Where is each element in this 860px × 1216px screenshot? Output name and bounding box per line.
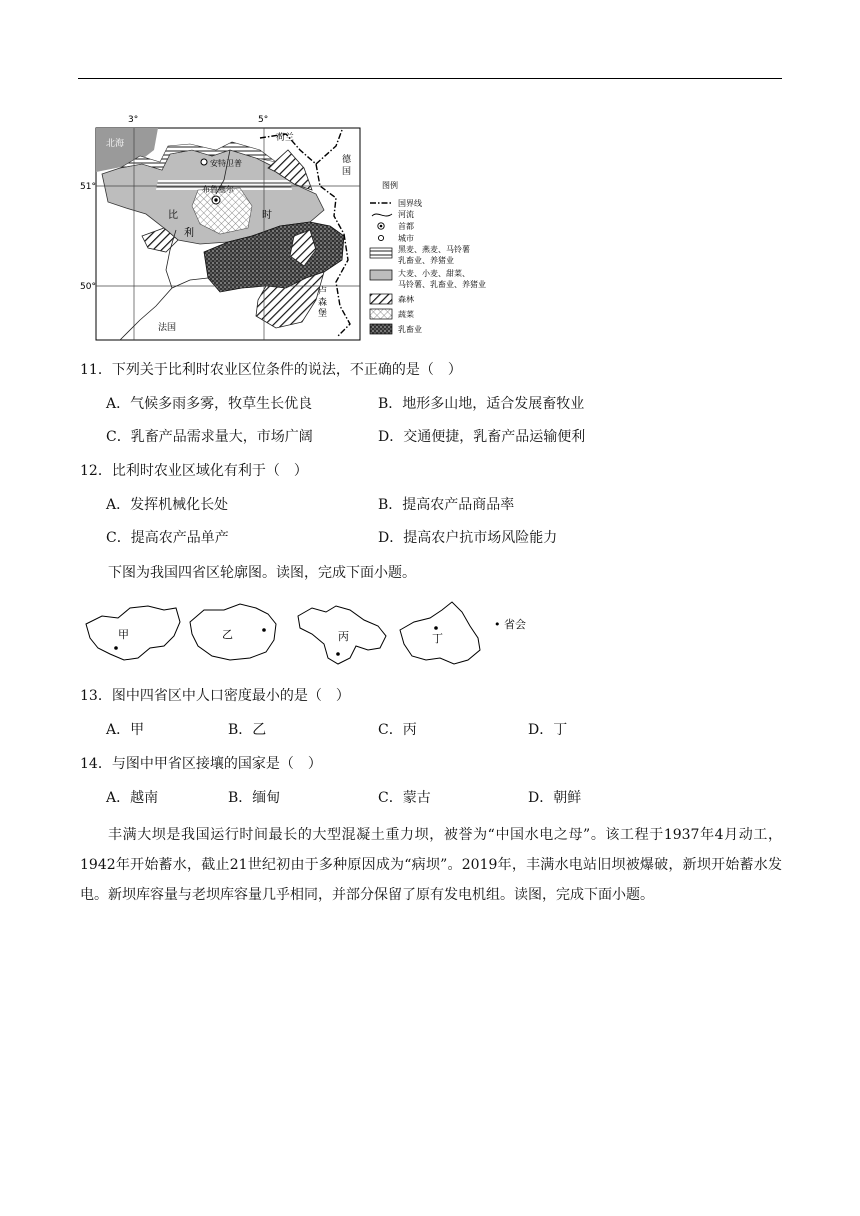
lon-label-3: 3° bbox=[128, 115, 139, 125]
legend-capital-icon bbox=[378, 223, 384, 229]
label-li: 利 bbox=[184, 228, 194, 239]
province-bing-capital bbox=[336, 652, 340, 656]
legend-city-icon bbox=[378, 235, 383, 240]
q11-option-b: B．地形多山地，适合发展畜牧业 bbox=[378, 396, 585, 412]
q13-option-b: B．乙 bbox=[228, 722, 267, 738]
province-bing-label: 丙 bbox=[338, 630, 349, 643]
province-yi-label: 乙 bbox=[222, 628, 233, 641]
q14-option-c: C．蒙古 bbox=[378, 790, 431, 806]
q12-option-b: B．提高农产品商品率 bbox=[378, 497, 515, 513]
label-brussels: 布鲁塞尔 bbox=[202, 185, 234, 194]
province-legend: • 省会 bbox=[494, 618, 526, 631]
passage-text: 丰满大坝是我国运行时间最长的大型混凝土重力坝，被誉为“中国水电之母”。该工程于1937年4月动工，1942年开始蓄水，截止21世纪初由于多种原因成为“病坝”。2019年，丰满水电站旧坝被爆破，新坝开始蓄水发电。新坝库容量与老坝库容量几乎相同，并部分保留了原有发电机组。读图，完成下面小题。 bbox=[80, 827, 782, 903]
q14-option-b: B．缅甸 bbox=[228, 790, 281, 806]
legend-wheat-label-2: 马铃薯、乳畜业、养猪业 bbox=[398, 280, 486, 289]
legend-river-icon bbox=[372, 214, 392, 216]
q11-option-d: D．交通便捷，乳畜产品运输便利 bbox=[378, 429, 586, 445]
legend-river-label: 河流 bbox=[398, 210, 414, 219]
belgium-agriculture-map bbox=[80, 110, 520, 345]
label-bi: 比 bbox=[168, 210, 178, 221]
q12-option-d: D．提高农户抗市场风险能力 bbox=[378, 530, 558, 546]
legend-vegetable-swatch bbox=[370, 309, 392, 319]
q13-option-c: C．丙 bbox=[378, 722, 417, 738]
label-shi: 时 bbox=[262, 210, 272, 221]
label-france: 法国 bbox=[158, 323, 177, 333]
q14-option-d: D．朝鲜 bbox=[528, 790, 582, 806]
legend-title: 图例 bbox=[382, 181, 398, 190]
legend-border-label: 国界线 bbox=[398, 199, 422, 208]
province-yi-outline bbox=[190, 604, 276, 660]
q14-stem: 14．与图中甲省区接壤的国家是（ ） bbox=[80, 756, 322, 772]
lat-label-51: 51° bbox=[80, 182, 96, 192]
legend-vegetable-label: 蔬菜 bbox=[398, 310, 414, 319]
province-jia-outline bbox=[86, 606, 180, 660]
legend-forest-swatch bbox=[370, 294, 392, 304]
q11-option-a: A．气候多雨多雾，牧草生长优良 bbox=[106, 396, 313, 412]
legend-rye-label-2: 乳畜业、养猪业 bbox=[398, 256, 454, 265]
q13-option-a: A．甲 bbox=[106, 722, 145, 738]
legend-wheat-swatch bbox=[370, 270, 392, 280]
passage-fengman-dam bbox=[80, 820, 782, 910]
q14-option-a: A．越南 bbox=[106, 790, 159, 806]
q12-stem: 12．比利时农业区域化有利于（ ） bbox=[80, 463, 308, 479]
q13-stem: 13．图中四省区中人口密度最小的是（ ） bbox=[80, 688, 350, 704]
q11-option-c: C．乳畜产品需求量大，市场广阔 bbox=[106, 429, 313, 445]
label-north-sea: 北海 bbox=[106, 139, 125, 149]
label-lux-2: 森 bbox=[318, 298, 328, 308]
intro-13-14: 下图为我国四省区轮廓图。读图，完成下面小题。 bbox=[108, 565, 416, 581]
q11-stem: 11．下列关于比利时农业区位条件的说法，不正确的是（ ） bbox=[80, 362, 462, 378]
legend-wheat-label-1: 大麦、小麦、甜菜、 bbox=[398, 269, 470, 278]
province-yi-capital bbox=[262, 628, 266, 632]
label-lux-1: 卢 bbox=[318, 287, 328, 297]
province-ding-capital bbox=[434, 626, 438, 630]
province-outlines-figure bbox=[80, 598, 540, 670]
label-antwerp: 安特卫普 bbox=[210, 159, 242, 168]
label-germany-1: 德 bbox=[342, 155, 352, 165]
q12-option-a: A．发挥机械化长处 bbox=[106, 497, 229, 513]
lat-label-50: 50° bbox=[80, 282, 96, 292]
legend-city-label: 城市 bbox=[398, 234, 414, 243]
legend-dairy-swatch bbox=[370, 324, 392, 334]
legend-dairy-label: 乳畜业 bbox=[398, 325, 422, 334]
legend-rye-swatch bbox=[370, 248, 392, 258]
legend-forest-label: 森林 bbox=[398, 295, 414, 304]
label-netherlands: 荷兰 bbox=[276, 133, 295, 143]
lon-label-5: 5° bbox=[258, 115, 269, 125]
legend-rye-label-1: 黑麦、燕麦、马铃薯 bbox=[398, 245, 470, 254]
header-rule bbox=[78, 78, 782, 79]
province-ding-label: 丁 bbox=[432, 632, 443, 645]
q13-option-d: D．丁 bbox=[528, 722, 568, 738]
label-germany-2: 国 bbox=[342, 167, 352, 177]
label-lux-3: 堡 bbox=[318, 309, 328, 319]
province-jia-label: 甲 bbox=[118, 628, 129, 641]
province-jia-capital bbox=[114, 646, 118, 650]
legend-capital-label: 首都 bbox=[398, 222, 414, 231]
q12-option-c: C．提高农产品单产 bbox=[106, 530, 229, 546]
